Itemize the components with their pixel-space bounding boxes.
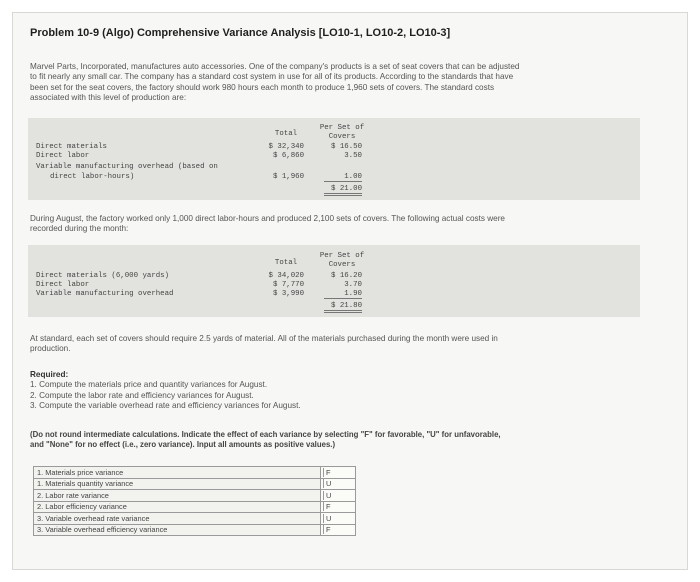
standard-row-label: Direct labor [36,152,90,160]
answer-label: 2. Labor rate variance [34,490,321,502]
standard-perset-total: $ 21.00 [324,185,362,196]
answer-label: 1. Materials price variance [34,467,321,479]
intro-paragraph [30,62,666,104]
intro-line: Marvel Parts, Incorporated, manufactures auto accessories. One of the company's products is a set of seat covers that can be adjusted [30,62,520,71]
actual-row-perset: 1.90 [324,290,362,299]
problem-title: Problem 10-9 (Algo) Comprehensive Variance Analysis [LO10-1, LO10-2, LO10-3] [30,27,451,39]
standard-cost-panel [28,118,640,200]
answer-value[interactable]: F [323,525,336,534]
answer-select[interactable] [321,478,356,490]
answer-label: 3. Variable overhead efficiency variance [34,524,321,536]
instruction-line: (Do not round intermediate calculations. Indicate the effect of each variance by selecting "F" for favorable, "U" for unfavorable, [30,430,501,439]
standard-note-line: production. [30,344,71,354]
answer-row [34,467,356,479]
answer-label: 3. Variable overhead rate variance [34,513,321,525]
august-line: recorded during the month: [30,224,129,234]
answer-select[interactable] [321,501,356,513]
required-section [30,370,650,412]
standard-row-label: Variable manufacturing overhead (based on [36,163,218,171]
answer-value[interactable]: U [323,479,336,488]
instructions [30,430,660,450]
answer-row [34,513,356,525]
actual-row-label: Variable manufacturing overhead [36,290,174,298]
actual-perset-header-2: Covers [328,261,356,269]
answer-select[interactable] [321,513,356,525]
actual-row-perset: 3.70 [344,281,362,289]
standard-note-paragraph [30,334,650,355]
answer-select[interactable] [321,467,356,479]
required-item: 3. Compute the variable overhead rate and efficiency variances for August. [30,401,301,411]
actual-perset-header-1: Per Set of [319,252,365,260]
intro-line: associated with this level of production are: [30,93,187,103]
standard-row-perset: 3.50 [344,152,362,160]
answer-row [34,478,356,490]
answer-row [34,524,356,536]
standard-row-total: $ 6,860 [272,152,304,160]
required-heading: Required: [30,370,69,379]
standard-row-perset: $ 16.50 [330,143,362,151]
standard-perset-header-2: Covers [328,133,356,141]
actual-row-total: $ 34,020 [268,272,304,280]
actual-row-perset: $ 16.20 [330,272,362,280]
actual-perset-total: $ 21.80 [324,302,362,313]
standard-row-total: $ 1,960 [272,173,304,181]
actual-row-label: Direct labor [36,281,90,289]
answer-value[interactable]: F [323,468,336,477]
standard-row-perset: 1.00 [324,173,362,182]
required-item: 2. Compute the labor rate and efficiency variances for August. [30,390,254,400]
intro-line: to fit nearly any small car. The company has a standard cost system in use for all of its products. According to the standards that have [30,72,514,82]
august-line: During August, the factory worked only 1,000 direct labor-hours and produced 2,100 sets of covers. The following actual costs were [30,214,505,223]
answer-label: 1. Materials quantity variance [34,478,321,490]
answer-table [33,466,356,536]
intro-line: been set for the seat covers, the factory should work 980 hours each month to produce 1,960 sets of covers. The standard costs [30,82,495,92]
actual-cost-panel [28,245,640,317]
required-item: 1. Compute the materials price and quantity variances for August. [30,380,268,390]
answer-select[interactable] [321,524,356,536]
answer-row [34,490,356,502]
actual-row-total: $ 7,770 [272,281,304,289]
answer-label: 2. Labor efficiency variance [34,501,321,513]
standard-note-line: At standard, each set of covers should require 2.5 yards of material. All of the materials purchased during the month were used in [30,334,498,343]
answer-select[interactable] [321,490,356,502]
answer-value[interactable]: U [323,514,336,523]
answer-value[interactable]: F [323,502,336,511]
instruction-line: and "None" for no effect (i.e., zero variance). Input all amounts as positive values.) [30,440,336,449]
answer-row [34,501,356,513]
standard-row-total: $ 32,340 [268,143,304,151]
standard-perset-header-1: Per Set of [319,124,365,132]
answer-value[interactable]: U [323,491,336,500]
actual-row-label: Direct materials (6,000 yards) [36,272,170,280]
actual-total-header: Total [274,259,298,267]
standard-row-label: direct labor-hours) [50,173,135,181]
august-paragraph [30,214,650,235]
standard-row-label: Direct materials [36,143,107,151]
standard-total-header: Total [274,130,298,138]
actual-row-total: $ 3,990 [272,290,304,298]
